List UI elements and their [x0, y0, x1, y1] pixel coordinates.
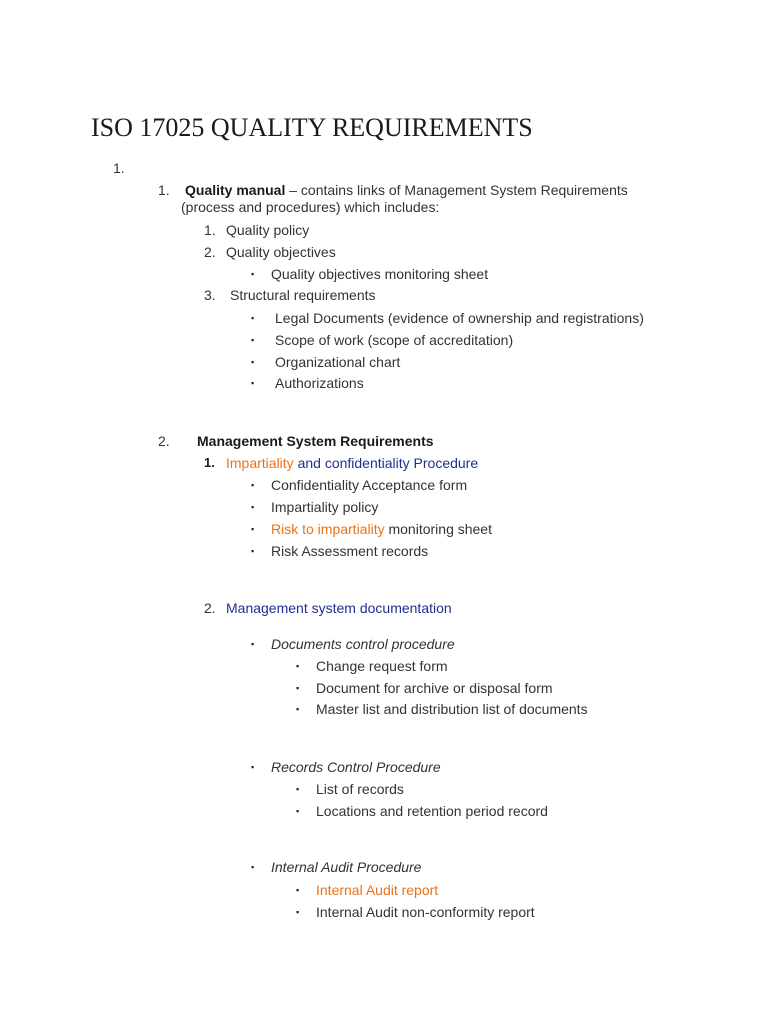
- s2-item1-bullet3-text: monitoring sheet: [384, 521, 492, 537]
- s1-item3-number: 3.: [204, 287, 216, 303]
- section1-heading-line: [185, 181, 628, 199]
- bullet-icon: ▪: [251, 524, 255, 534]
- s1-item3-label: Structural requirements: [230, 287, 376, 303]
- bullet-icon: ▪: [251, 480, 255, 490]
- group2-bullet2: Locations and retention period record: [316, 803, 548, 819]
- s2-item1-bullet1: Confidentiality Acceptance form: [271, 477, 468, 493]
- bullet-icon: ▪: [251, 762, 255, 772]
- section1-number: 1.: [158, 182, 170, 198]
- s1-item2-bullet1: Quality objectives monitoring sheet: [271, 266, 489, 282]
- s2-item1-bullet4: Risk Assessment records: [271, 543, 429, 559]
- bullet-icon: ▪: [251, 502, 255, 512]
- s1-item3-bullet4: Authorizations: [275, 375, 364, 391]
- bullet-icon: ▪: [296, 784, 300, 794]
- s1-item2-number: 2.: [204, 244, 216, 260]
- bullet-icon: ▪: [251, 269, 255, 279]
- s1-item1-label: Quality policy: [226, 222, 310, 238]
- bullet-icon: ▪: [296, 885, 300, 895]
- s2-item2-number: 2.: [204, 600, 216, 616]
- group1-label: Documents control procedure: [271, 636, 455, 652]
- s1-item3-bullet2: Scope of work (scope of accreditation): [275, 332, 514, 348]
- bullet-icon: ▪: [296, 806, 300, 816]
- outer-list-number: 1.: [113, 160, 125, 176]
- s1-item3-bullet3: Organizational chart: [275, 354, 401, 370]
- bullet-icon: ▪: [251, 378, 255, 388]
- s1-item2-label: Quality objectives: [226, 244, 336, 260]
- group3-bullet2: Internal Audit non-conformity report: [316, 904, 535, 920]
- s2-item1-label-blue: and confidentiality Procedure: [293, 455, 479, 471]
- bullet-icon: ▪: [251, 546, 255, 556]
- bullet-icon: ▪: [296, 704, 300, 714]
- s2-item2-label: Management system documentation: [226, 600, 452, 616]
- s2-item1-bullet3: [271, 520, 492, 538]
- group1-bullet3: Master list and distribution list of documents: [316, 701, 588, 717]
- bullet-icon: ▪: [296, 907, 300, 917]
- group2-label: Records Control Procedure: [271, 759, 441, 775]
- bullet-icon: ▪: [296, 683, 300, 693]
- group3-bullet1: Internal Audit report: [316, 882, 439, 898]
- s2-item1-label: [226, 454, 478, 472]
- s2-item1-number: 1.: [204, 455, 215, 470]
- section2-number: 2.: [158, 433, 170, 449]
- s2-item1-bullet3-orange: Risk to impartiality: [271, 521, 385, 537]
- group1-bullet1: Change request form: [316, 658, 448, 674]
- section2-heading: Management System Requirements: [197, 433, 434, 449]
- page-title: ISO 17025 QUALITY REQUIREMENTS: [91, 113, 533, 142]
- bullet-icon: ▪: [251, 335, 255, 345]
- section1-dash-text: – contains links of Management System Requirements: [285, 182, 628, 198]
- s2-item1-bullet2: Impartiality policy: [271, 499, 379, 515]
- bullet-icon: ▪: [251, 639, 255, 649]
- s1-item1-number: 1.: [204, 222, 216, 238]
- bullet-icon: ▪: [296, 661, 300, 671]
- bullet-icon: ▪: [251, 862, 255, 872]
- bullet-icon: ▪: [251, 357, 255, 367]
- s2-item1-label-orange: Impartiality: [226, 455, 294, 471]
- group2-bullet1: List of records: [316, 781, 404, 797]
- s1-item3-bullet1: Legal Documents (evidence of ownership and registrations): [275, 310, 644, 326]
- section1-continuation: (process and procedures) which includes:: [181, 199, 440, 215]
- section1-heading: Quality manual: [185, 182, 286, 198]
- group1-bullet2: Document for archive or disposal form: [316, 680, 553, 696]
- bullet-icon: ▪: [251, 313, 255, 323]
- group3-label: Internal Audit Procedure: [271, 859, 422, 875]
